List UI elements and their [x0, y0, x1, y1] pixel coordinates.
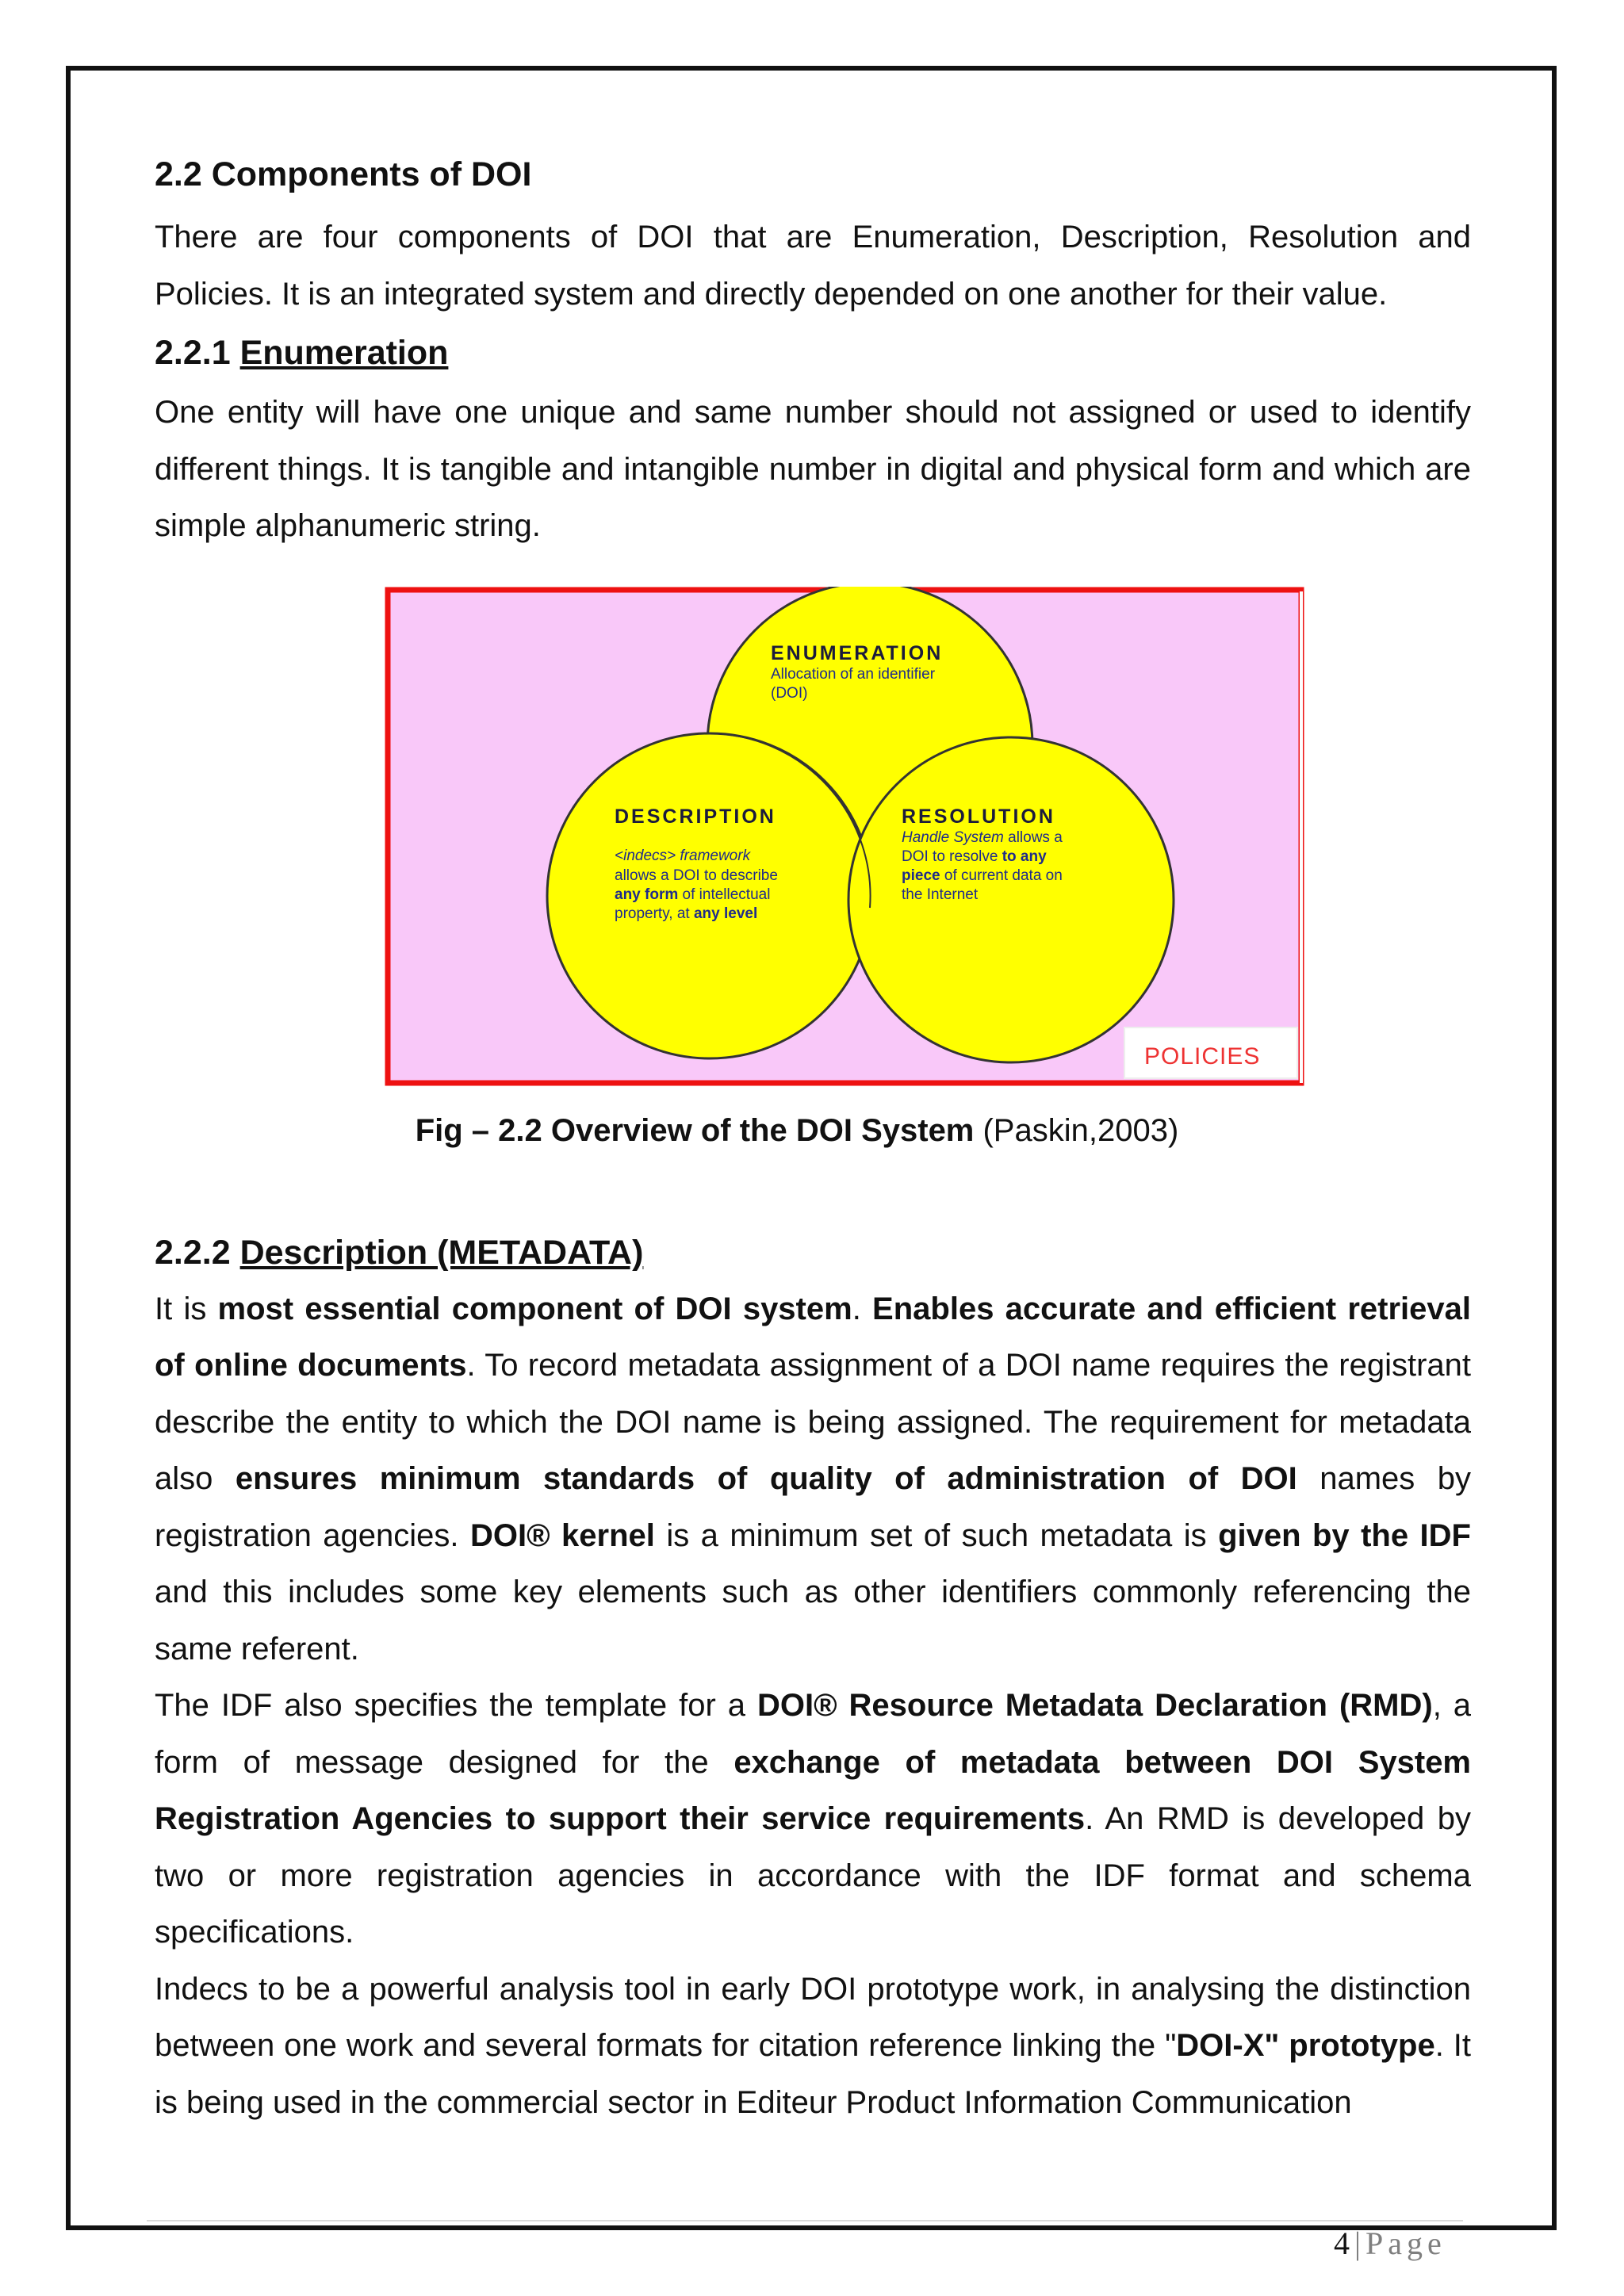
enumeration-desc-2: (DOI): [771, 684, 808, 702]
figure: [155, 587, 1471, 1173]
enumeration-desc-1: Allocation of an identifier: [771, 665, 936, 683]
figure-caption: Fig – 2.2 Overview of the DOI System (Paskin,2003): [415, 1112, 1179, 1148]
section-heading: 2.2 Components of DOI: [155, 155, 532, 193]
section-intro: There are four components of DOI that are Enumeration, Description, Resolution and Policies. It is an integrated system and directly depended on one another for their value.: [155, 220, 1471, 312]
resolution-desc-3: piece of current data on: [902, 867, 1063, 884]
description-paragraph-1: It is most essential component of DOI system. Enables accurate and efficient retrieval of online documents. To record metadata assignment of a DOI name requires the registrant describe the entity to which the DOI name is being assigned. The requirement for metadata also ensures minimum standards of quality of administration of DOI names by registration agencies. DOI® kernel is a minimum set of such metadata is given by the IDF and this includes some key elements such as other identifiers commonly referencing the same referent.: [155, 1291, 1472, 1667]
resolution-desc-2: DOI to resolve to any: [902, 848, 1047, 865]
description-desc-3: any form of intellectual: [615, 886, 771, 903]
resolution-desc-1: Handle System allows a: [902, 828, 1063, 846]
description-paragraph-2: The IDF also specifies the template for a DOI® Resource Metadata Declaration (RMD), a form of message designed for the exchange of metadata between DOI System Registration Agencies to support their service requirements. An RMD is developed by two or more registration agencies in accordance with the IDF format and schema specifications.: [155, 1688, 1472, 1950]
document-body: [155, 151, 1471, 2131]
enumeration-title-label: ENUMERATION: [771, 641, 944, 664]
page-number: 4|Page: [1334, 2225, 1446, 2261]
description-desc-1: <indecs> framework: [615, 847, 751, 864]
description-desc-4: property, at any level: [615, 905, 758, 922]
description-title-label: DESCRIPTION: [615, 805, 776, 828]
resolution-title-label: RESOLUTION: [902, 805, 1055, 828]
description-desc-2: allows a DOI to describe: [615, 867, 778, 884]
enumeration-title: Enumeration: [239, 334, 449, 372]
description-paragraph-3: Indecs to be a powerful analysis tool in early DOI prototype work, in analysing the distinction between one work and several formats for citation reference linking the "DOI-X" prototype. It is being used in the commercial sector in Editeur Product Information Communication: [155, 1971, 1472, 2120]
description-title: Description (METADATA): [239, 1233, 644, 1272]
resolution-circle: [848, 737, 1174, 1062]
enumeration-text: One entity will have one unique and same number should not assigned or used to identify different things. It is tangible and intangible number in digital and physical form and which are simple alphanumeric string.: [155, 395, 1471, 543]
description-heading: 2.2.2 Description (METADATA): [155, 1233, 644, 1272]
doi-overview-diagram: [385, 587, 1304, 1086]
footer-rule: [147, 2220, 1463, 2221]
enumeration-heading: 2.2.1 Enumeration: [155, 334, 449, 372]
policies-label: POLICIES: [1144, 1043, 1261, 1070]
resolution-desc-4: the Internet: [902, 886, 979, 903]
